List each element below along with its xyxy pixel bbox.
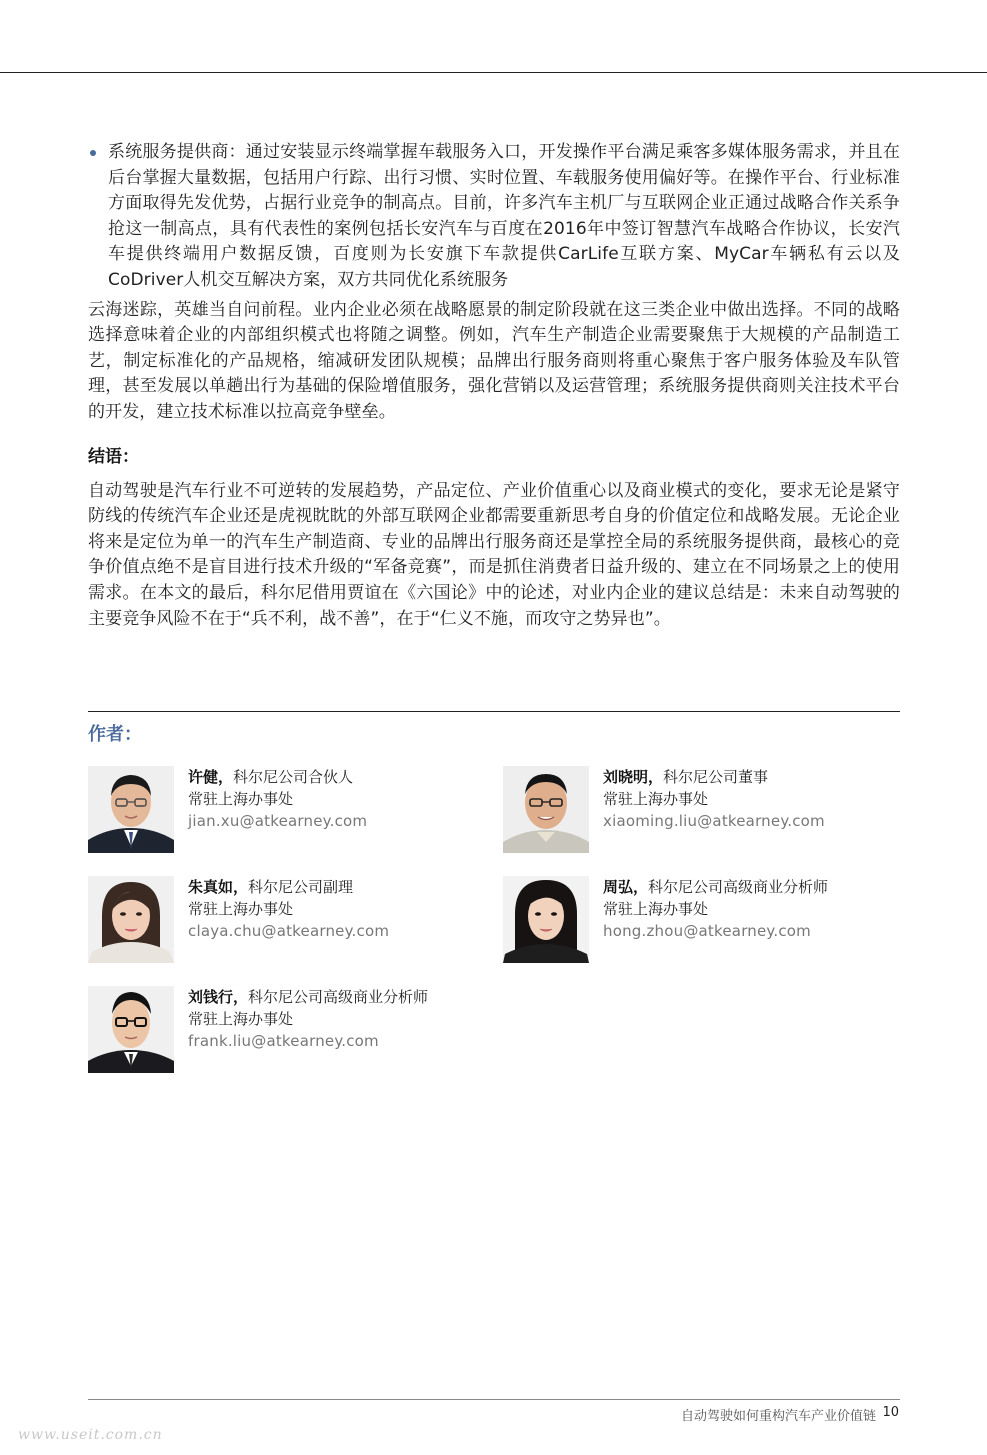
author-name: 朱真如， — [188, 878, 249, 896]
footer-divider — [88, 1399, 900, 1400]
author-role: 科尔尼公司高级商业分析师 — [248, 988, 429, 1006]
author-role: 科尔尼公司高级商业分析师 — [648, 878, 829, 896]
author-office: 常驻上海办事处 — [603, 900, 709, 918]
authors-heading: 作者： — [88, 724, 142, 745]
author-email[interactable]: xiaoming.liu@atkearney.com — [603, 812, 825, 830]
author-name: 刘钱行， — [188, 988, 249, 1006]
author-name: 刘晓明， — [603, 768, 664, 786]
author-role: 科尔尼公司合伙人 — [233, 768, 354, 786]
author-office: 常驻上海办事处 — [188, 790, 294, 808]
author-photo — [503, 876, 589, 963]
top-divider — [0, 72, 987, 73]
author-email[interactable]: claya.chu@atkearney.com — [188, 922, 390, 940]
conclusion-text: 自动驾驶是汽车行业不可逆转的发展趋势，产品定位、产业价值重心以及商业模式的变化，要求无论是紧守防线的传统汽车企业还是虎视眈眈的外部互联网企业都需要重新思考自身的价值定位和战略发展。无论企业将来是定位为单一的汽车生产制造商、专业的品牌出行服务商还是掌控全局的系统服务提供商，最核心的竞争价值点绝不是盲目进行技术升级的“军备竞赛”，而是抓住消费者日益升级的、建立在不同场景之上的使用需求。在本文的最后，科尔尼借用贾谊在《六国论》中的论述，对业内企业的建议总结是：未来自动驾驶的主要竞争风险不在于“兵不利，战不善”，在于“仁义不施，而攻守之势异也”。 — [88, 480, 900, 629]
authors-divider — [88, 711, 900, 712]
bullet-dot-icon — [90, 150, 96, 156]
author-info — [603, 876, 828, 942]
author-office: 常驻上海办事处 — [188, 1010, 294, 1028]
author-photo — [88, 986, 174, 1073]
author-info — [188, 766, 367, 832]
author-info — [188, 876, 389, 942]
page-number: 10 — [882, 1405, 899, 1420]
author-photo — [503, 766, 589, 853]
author-email[interactable]: frank.liu@atkearney.com — [188, 1032, 379, 1050]
author-office: 常驻上海办事处 — [188, 900, 294, 918]
footer-document-title: 自动驾驶如何重构汽车产业价值链 — [680, 1409, 876, 1424]
author-name: 周弘， — [603, 878, 649, 896]
author-role: 科尔尼公司董事 — [663, 768, 769, 786]
bullet-item-system-provider — [88, 140, 900, 294]
watermark-text: www.useit.com.cn — [18, 1427, 163, 1443]
author-info — [603, 766, 825, 832]
author-name: 许健， — [188, 768, 234, 786]
author-office: 常驻上海办事处 — [603, 790, 709, 808]
author-photo — [88, 766, 174, 853]
conclusion-heading: 结语： — [88, 446, 139, 467]
author-info — [188, 986, 428, 1052]
author-email[interactable]: jian.xu@atkearney.com — [188, 812, 368, 830]
main-content — [88, 140, 900, 632]
author-email[interactable]: hong.zhou@atkearney.com — [603, 922, 811, 940]
author-role: 科尔尼公司副理 — [248, 878, 354, 896]
author-photo — [88, 876, 174, 963]
bullet-text: 系统服务提供商：通过安装显示终端掌握车载服务入口，开发操作平台满足乘客多媒体服务需求，并且在后台掌握大量数据，包括用户行踪、出行习惯、实时位置、车载服务使用偏好等。在操作平台、行业标准方面取得先发优势，占据行业竞争的制高点。目前，许多汽车主机厂与互联网企业正通过战略合作关系争抢这一制高点，具有代表性的案例包括长安汽车与百度在2016年中签订智慧汽车战略合作协议，长安汽车提供终端用户数据反馈，百度则为长安旗下车款提供CarLife互联方案、MyCar车辆私有云以及CoDriver人机交互解决方案，双方共同优化系统服务 — [108, 142, 900, 290]
paragraph-strategy: 云海迷踪，英雄当自问前程。业内企业必须在战略愿景的制定阶段就在这三类企业中做出选择。不同的战略选择意味着企业的内部组织模式也将随之调整。例如，汽车生产制造企业需要聚焦于大规模的产品制造工艺，制定标准化的产品规格，缩减研发团队规模；品牌出行服务商则将重心聚焦于客户服务体验及车队管理，甚至发展以单趟出行为基础的保险增值服务，强化营销以及运营管理；系统服务提供商则关注技术平台的开发，建立技术标准以拉高竞争壁垒。 — [88, 299, 900, 422]
